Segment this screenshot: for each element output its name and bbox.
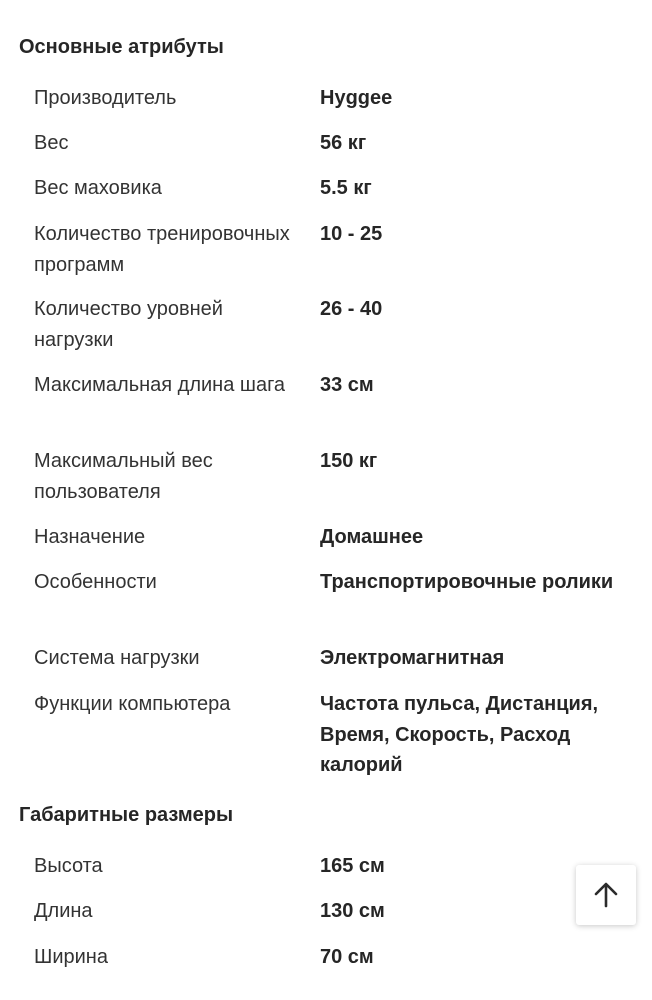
spec-label: Вес маховика bbox=[34, 177, 162, 199]
spec-value: Транспортировочные ролики bbox=[320, 571, 614, 593]
spec-label: Система нагрузки bbox=[34, 647, 200, 669]
spec-label: Ширина bbox=[34, 946, 108, 968]
spec-label: Высота bbox=[34, 855, 103, 877]
spec-value: Частота пульса, Дистанция, Время, Скорость, Расход калорий bbox=[320, 693, 599, 776]
spec-value: 5.5 кг bbox=[320, 177, 372, 199]
spec-value: 56 кг bbox=[320, 132, 367, 154]
spec-value: 165 см bbox=[320, 855, 385, 877]
spec-label: Количество тренировочных программ bbox=[34, 223, 290, 276]
section-title-dimensions: Габаритные размеры bbox=[19, 804, 234, 826]
spec-label: Назначение bbox=[34, 526, 146, 548]
spec-label: Производитель bbox=[34, 87, 177, 109]
spec-value: 70 см bbox=[320, 946, 374, 968]
spec-value: 10 - 25 bbox=[320, 223, 383, 245]
spec-label: Максимальная длина шага bbox=[34, 374, 286, 396]
section-title-main: Основные атрибуты bbox=[19, 36, 224, 58]
spec-label: Максимальный вес пользователя bbox=[34, 450, 213, 503]
spec-value: Домашнее bbox=[320, 526, 424, 548]
spec-value: Электромагнитная bbox=[320, 647, 505, 669]
arrow-up-icon bbox=[591, 880, 621, 910]
spec-label: Функции компьютера bbox=[34, 693, 231, 715]
spec-value: 33 см bbox=[320, 374, 374, 396]
spec-value: 130 см bbox=[320, 900, 385, 922]
spec-value: 150 кг bbox=[320, 450, 378, 472]
spec-value: 26 - 40 bbox=[320, 298, 383, 320]
spec-label: Вес bbox=[34, 132, 69, 154]
spec-label: Длина bbox=[34, 900, 93, 922]
spec-value: Hyggee bbox=[320, 87, 393, 109]
spec-label: Количество уровней нагрузки bbox=[34, 298, 223, 351]
scroll-to-top-button[interactable] bbox=[576, 865, 636, 925]
spec-label: Особенности bbox=[34, 571, 157, 593]
